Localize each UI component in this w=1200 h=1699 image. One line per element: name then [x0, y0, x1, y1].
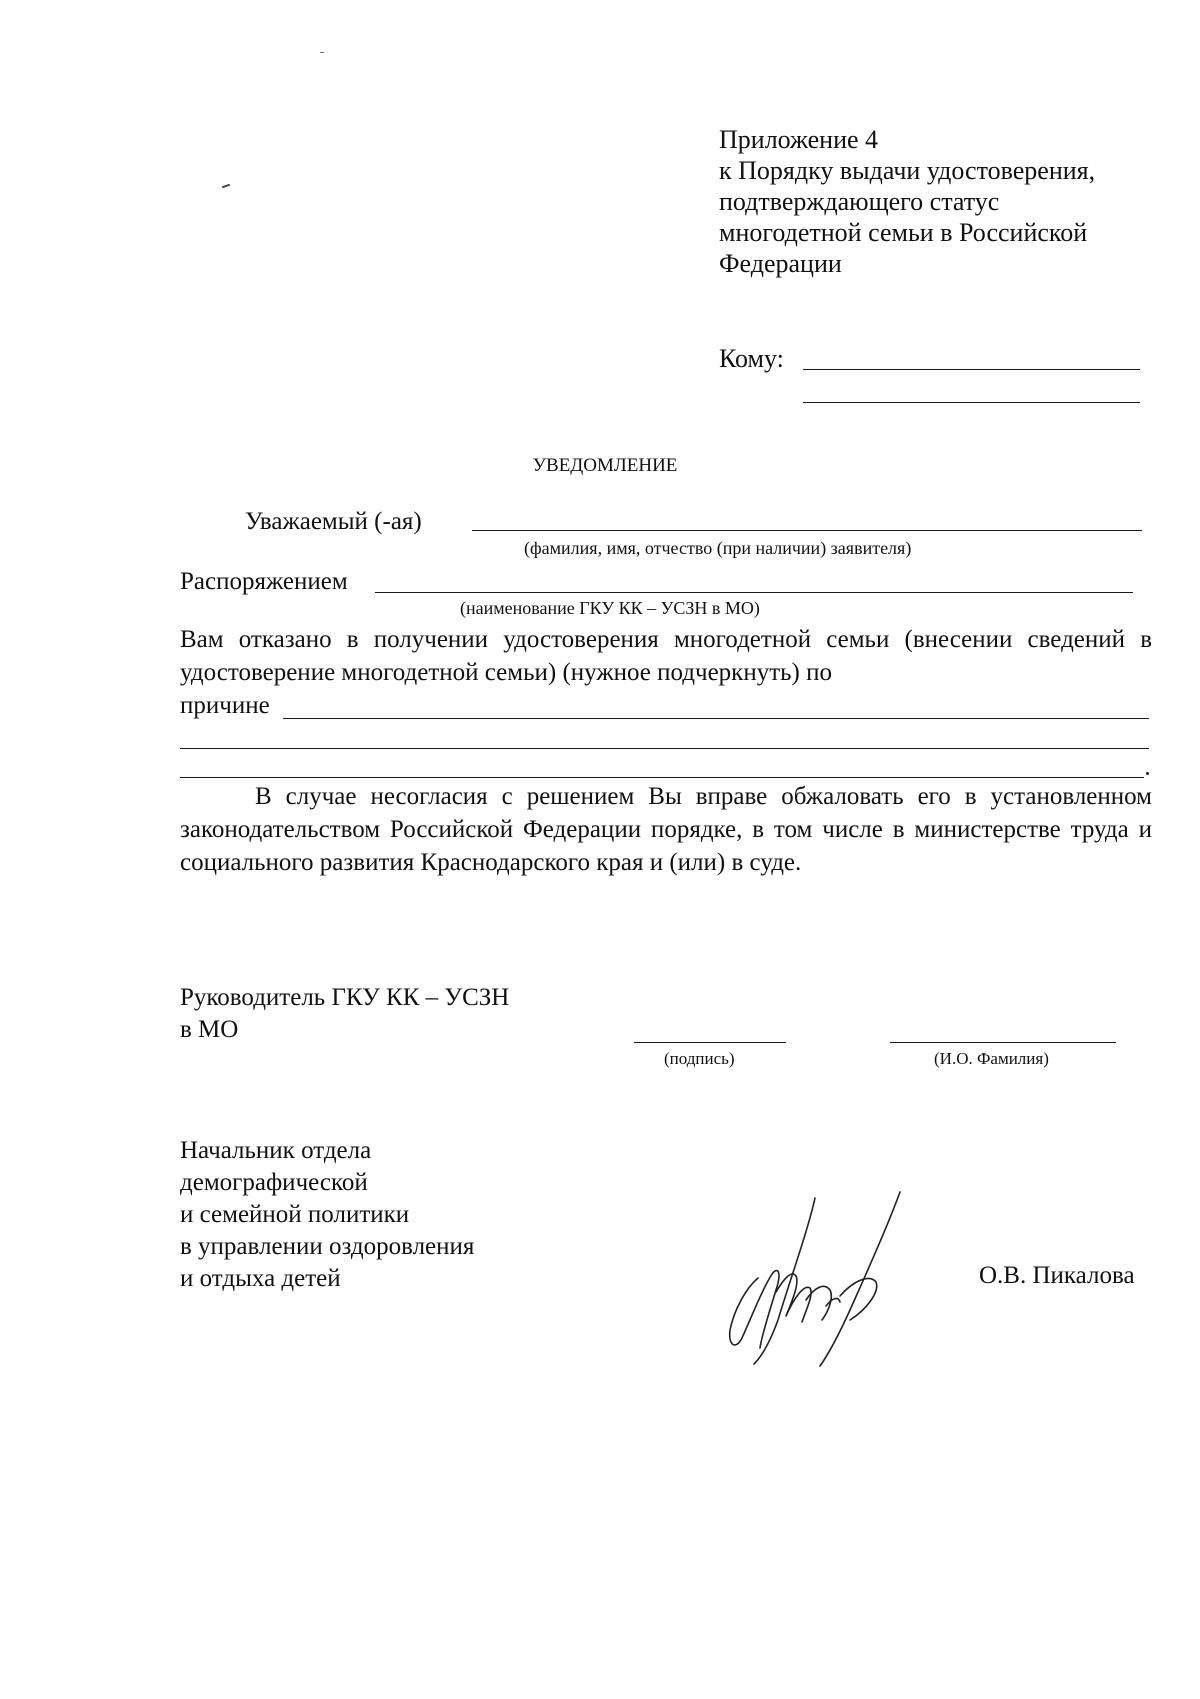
approval-line: Начальник отдела [180, 1137, 372, 1164]
refusal-paragraph: Вам отказано в получении удостоверения многодетной семьи (внесении сведений в удостоверение многодетной семьи) (нужное подчеркнуть) по [180, 626, 1152, 686]
approver-name: О.В. Пикалова [979, 1262, 1135, 1289]
head-position-line-1: Руководитель ГКУ КК – УСЗН [180, 984, 510, 1011]
reason-end-dot [1146, 772, 1149, 775]
order-caption: (наименование ГКУ КК – УСЗН в МО) [460, 598, 760, 618]
appendix-line: к Порядку выдачи удостоверения, [719, 156, 1096, 185]
reason-line-1[interactable] [283, 718, 1149, 719]
signature-line[interactable] [634, 1042, 786, 1043]
approval-line: демографической [180, 1169, 368, 1196]
order-line[interactable] [375, 592, 1133, 593]
applicant-name-line[interactable] [472, 530, 1142, 531]
appendix-line: многодетной семьи в Российской [719, 218, 1088, 247]
appendix-header [719, 124, 1095, 279]
head-position-line-2: в МО [180, 1016, 239, 1043]
fullname-caption: (И.О. Фамилия) [934, 1049, 1049, 1068]
approval-line: и отдыха детей [180, 1265, 341, 1292]
greeting-label: Уважаемый (-ая) [245, 508, 422, 535]
recipient-line-2[interactable] [803, 402, 1140, 403]
reason-line-3[interactable] [180, 777, 1144, 778]
appeal-paragraph: В случае несогласия с решением Вы вправе обжаловать его в установленном законодательством Российской Федерации порядке, в том числе в министерстве труда и социального развития Краснодарского края и (или) в суде. [180, 783, 1152, 876]
handwritten-signature [690, 1170, 930, 1370]
applicant-name-caption: (фамилия, имя, отчество (при наличии) заявителя) [524, 538, 912, 558]
recipient-label: Кому: [719, 344, 784, 373]
reason-label: причине [180, 692, 270, 719]
approval-line: в управлении оздоровления [180, 1233, 475, 1260]
approval-position [180, 1135, 474, 1295]
recipient-line-1[interactable] [803, 369, 1140, 370]
fullname-line[interactable] [890, 1042, 1116, 1043]
notice-title: УВЕДОМЛЕНИЕ [532, 455, 678, 476]
appendix-line: Федерации [719, 249, 842, 278]
signature-caption: (подпись) [664, 1049, 735, 1068]
appendix-line: подтверждающего статус [719, 187, 1000, 216]
approval-line: и семейной политики [180, 1201, 410, 1228]
order-label: Распоряжением [180, 568, 348, 595]
reason-line-2[interactable] [180, 748, 1149, 749]
scan-dot [320, 52, 324, 53]
scan-mark [222, 184, 230, 189]
appendix-line: Приложение 4 [719, 125, 879, 154]
